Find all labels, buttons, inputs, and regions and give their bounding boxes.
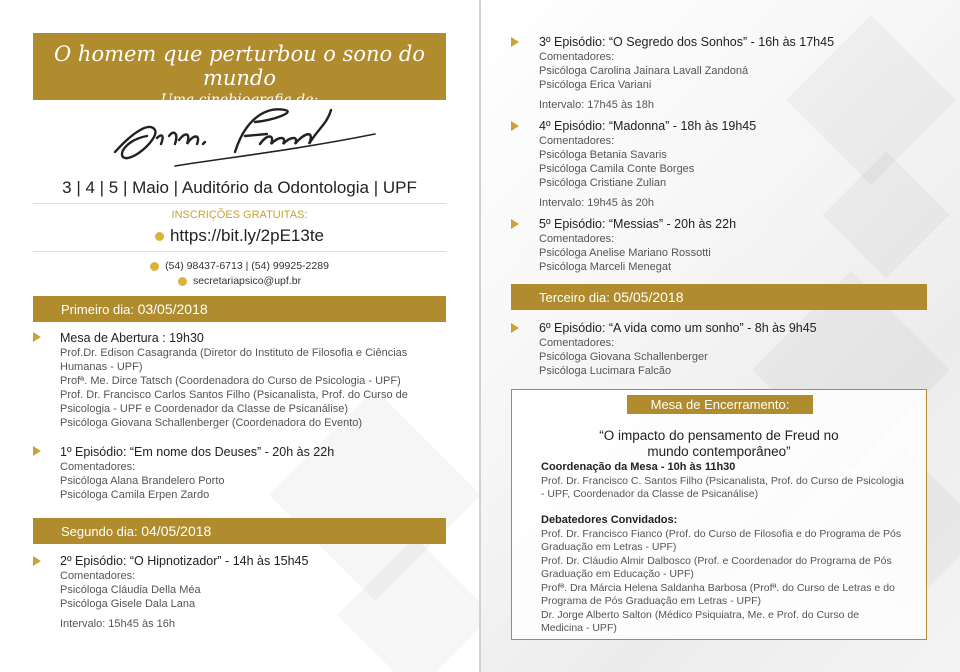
day1-label: Primeiro dia: <box>61 302 138 317</box>
episode-line: Psicóloga Cristiane Zulian <box>539 177 667 189</box>
day3-bar <box>511 284 927 310</box>
episode-line: Psicóloga Gisele Dala Lana <box>60 598 196 610</box>
title-banner <box>33 33 446 108</box>
episode-2-interval: Intervalo: 15h45 às 16h <box>60 618 175 630</box>
episode-line: Psicóloga Lucimara Falcão <box>539 365 672 377</box>
opening-line: Psicologia - UPF e Coordenador da Classe de Psicanálise) <box>60 403 348 415</box>
episode-4-title: 4º Episódio: “Madonna” - 18h às 19h45 <box>539 119 757 133</box>
email-row <box>33 275 446 287</box>
episode-4-interval: Intervalo: 19h45 às 20h <box>539 197 654 209</box>
day2-date: 04/05/2018 <box>141 523 212 539</box>
opening-line: Humanas - UPF) <box>60 361 143 373</box>
bullet-icon <box>33 446 41 456</box>
closing-title-line: mundo contemporâneo” <box>647 444 791 459</box>
episode-5-title: 5º Episódio: “Messias” - 20h às 22h <box>539 217 737 231</box>
debaters-label: Debatedores Convidados: <box>541 514 678 526</box>
day1-bar <box>33 296 446 322</box>
episode-3 <box>539 34 939 112</box>
episode-line: Psicóloga Camila Erpen Zardo <box>60 489 210 501</box>
episode-line: Psicóloga Camila Conte Borges <box>539 163 695 175</box>
divider <box>33 251 446 252</box>
episode-line: Comentadores: <box>539 233 615 245</box>
episode-line: Comentadores: <box>539 337 615 349</box>
coordination-label: Coordenação da Mesa - 10h às 11h30 <box>541 461 736 473</box>
opening-line: Prof.Dr. Edison Casagranda (Diretor do Instituto de Filosofia e Ciências <box>60 347 408 359</box>
bullet-icon <box>511 323 519 333</box>
day2-bar <box>33 518 446 544</box>
episode-3-title: 3º Episódio: “O Segredo dos Sonhos” - 16h às 17h45 <box>539 35 835 49</box>
debater-line: Dr. Jorge Alberto Salton (Médico Psiquiatra, Me. e Prof. do Curso de <box>541 608 860 621</box>
bullet-icon <box>33 332 41 342</box>
coordination-line: - UPF, Coordenador da Classe de Psicanálise) <box>541 488 759 500</box>
episode-line: Psicóloga Carolina Jainara Lavall Zandoná <box>539 65 749 77</box>
debater-line: Profª. Dra Márcia Helena Saldanha Barbosa (Profª. do Curso de Letras e do <box>541 581 895 594</box>
debater-line: Medicina - UPF) <box>541 622 617 634</box>
closing-title-line: “O impacto do pensamento de Freud no <box>599 428 839 443</box>
dates-venue: 3 | 4 | 5 | Maio | Auditório da Odontologia | UPF <box>62 178 417 197</box>
day2-label: Segundo dia: <box>61 524 142 539</box>
episode-line: Psicóloga Giovana Schallenberger <box>539 351 708 363</box>
debater-line: Programa de Pós Graduação em Letras - UPF) <box>541 595 762 607</box>
coordination-line: Prof. Dr. Francisco C. Santos Filho (Psicanalista, Prof. do Curso de Psicologia <box>541 474 904 487</box>
episode-2 <box>60 553 440 631</box>
day3-label: Terceiro dia: <box>539 290 614 305</box>
bullet-icon <box>511 121 519 131</box>
event-subtitle: Uma cinebiografia de: <box>160 92 319 108</box>
episode-1-title: 1º Episódio: “Em nome dos Deuses” - 20h às 22h <box>60 445 335 459</box>
episode-line: Psicóloga Cláudia Della Méa <box>60 584 201 596</box>
phones-row <box>33 260 446 272</box>
closing-header: Mesa de Encerramento: <box>627 395 813 414</box>
closing-title <box>512 428 926 460</box>
registration-link[interactable]: https://bit.ly/2pE13te <box>169 226 325 245</box>
episode-line: Comentadores: <box>539 51 615 63</box>
inscricoes-label: INSCRIÇÕES GRATUITAS: <box>171 209 308 221</box>
opening-line: Profª. Me. Dirce Tatsch (Coordenadora do Curso de Psicologia - UPF) <box>60 375 401 387</box>
debaters-block <box>541 514 908 636</box>
debater-line: Graduação em Letras - UPF) <box>541 541 677 553</box>
episode-line: Comentadores: <box>539 135 615 147</box>
opening-title: Mesa de Abertura : 19h30 <box>60 331 204 345</box>
episode-line: Psicóloga Betania Savaris <box>539 149 667 161</box>
episode-line: Comentadores: <box>60 461 136 473</box>
debater-line: Graduação em Educação - UPF) <box>541 568 694 580</box>
episode-6-title: 6º Episódio: “A vida como um sonho” - 8h às 9h45 <box>539 321 817 335</box>
link-icon <box>155 232 164 241</box>
bullet-icon <box>33 556 41 566</box>
day3-date: 05/05/2018 <box>613 289 684 305</box>
episode-5 <box>539 216 939 274</box>
bullet-icon <box>511 37 519 47</box>
episode-3-interval: Intervalo: 17h45 às 18h <box>539 99 654 111</box>
episode-line: Psicóloga Marceli Menegat <box>539 261 672 273</box>
episode-line: Psicóloga Alana Brandelero Porto <box>60 475 225 487</box>
closing-session-box <box>511 389 927 640</box>
phone-icon <box>150 262 159 271</box>
opening-session <box>60 330 440 430</box>
email-address[interactable]: secretariapsico@upf.br <box>192 275 302 287</box>
episode-line: Psicóloga Erica Variani <box>539 79 652 91</box>
debater-line: Prof. Dr. Cláudio Almir Dalbosco (Prof. e Coordenador do Programa de Pós <box>541 554 892 567</box>
event-title: O homem que perturbou o sono do mundo <box>54 42 425 90</box>
left-page <box>0 0 479 672</box>
phone-numbers: (54) 98437-6713 | (54) 99925-2289 <box>165 260 329 272</box>
freud-signature <box>95 100 395 170</box>
divider <box>33 203 446 204</box>
episode-4 <box>539 118 939 210</box>
bullet-icon <box>511 219 519 229</box>
registration-link-row <box>33 226 446 246</box>
episode-line: Comentadores: <box>60 570 136 582</box>
episode-line: Psicóloga Anelise Mariano Rossotti <box>539 247 711 259</box>
opening-line: Prof. Dr. Francisco Carlos Santos Filho (Psicanalista, Prof. do Curso de <box>60 389 408 401</box>
email-icon <box>178 277 187 286</box>
opening-line: Psicóloga Giovana Schallenberger (Coordenadora do Evento) <box>60 417 363 429</box>
episode-1 <box>60 444 440 502</box>
day1-date: 03/05/2018 <box>137 301 208 317</box>
episode-6 <box>539 320 939 378</box>
episode-2-title: 2º Episódio: “O Hipnotizador” - 14h às 15h45 <box>60 554 309 568</box>
coordination-block <box>541 461 908 502</box>
debater-line: Prof. Dr. Francisco Fianco (Prof. do Curso de Filosofia e do Programa de Pós <box>541 527 902 540</box>
